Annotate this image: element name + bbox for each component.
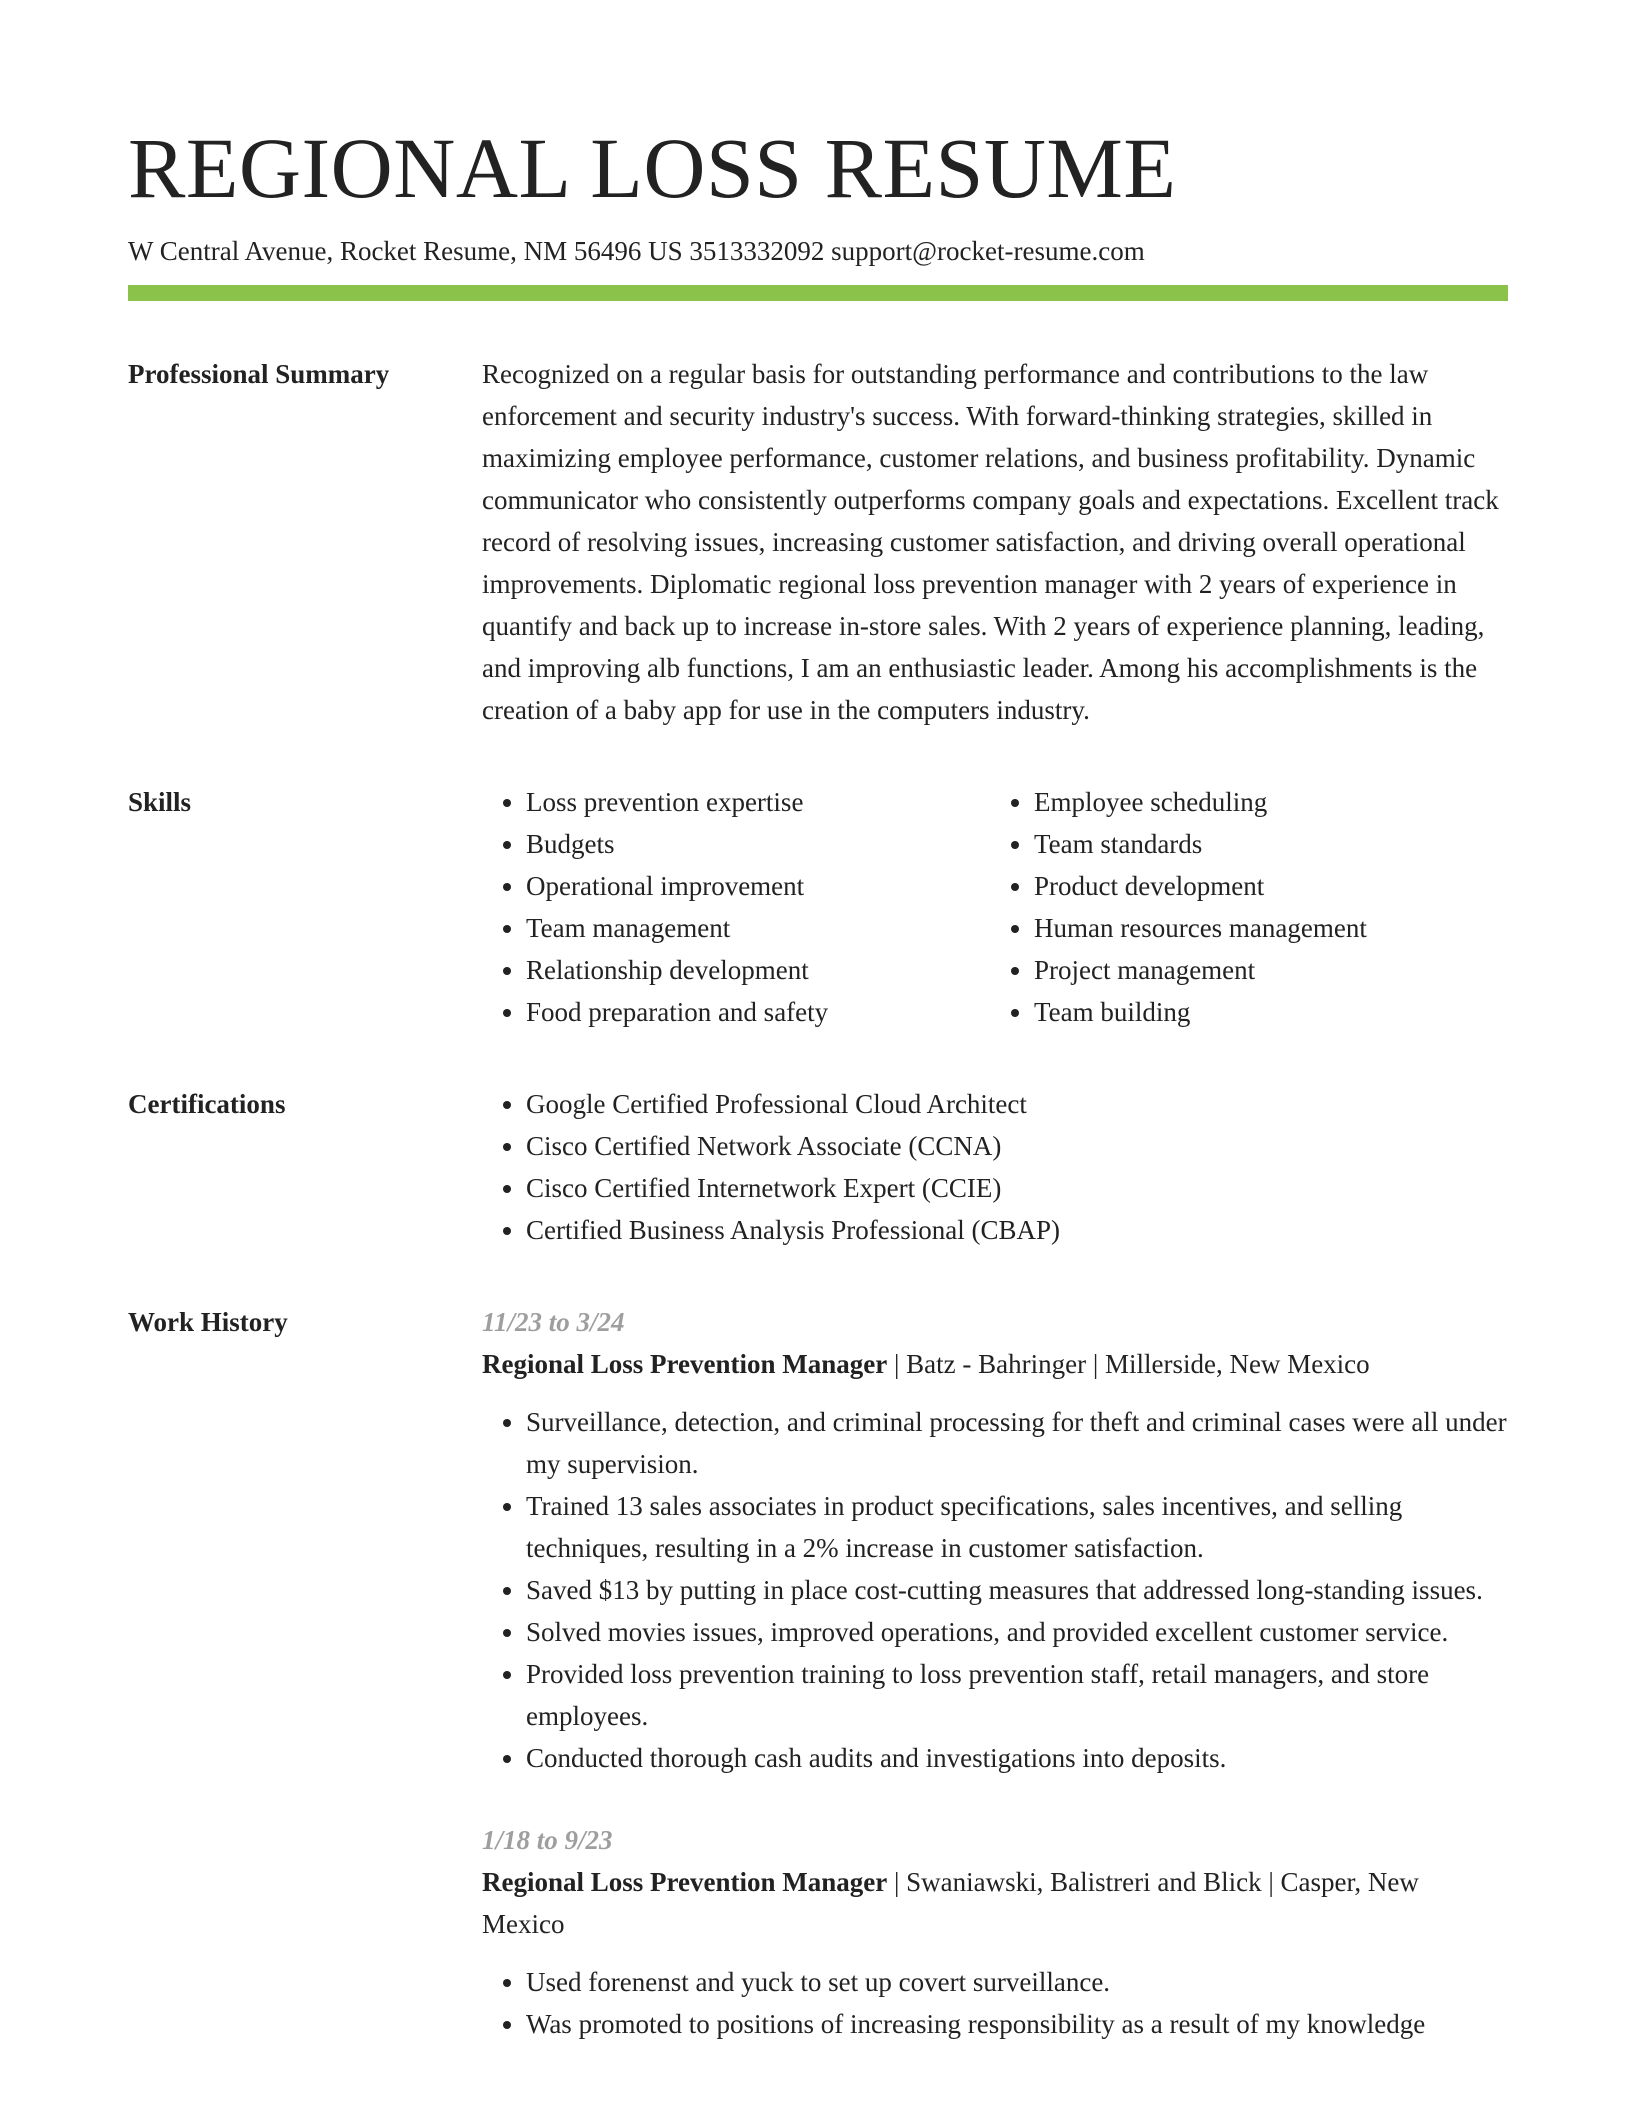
job-bullets	[482, 1961, 1508, 2045]
summary-text: Recognized on a regular basis for outstanding performance and contributions to the law enforcement and security industry's success. With forward-thinking strategies, skilled in maximizing employee performance, customer relations, and business profitability. Dynamic communicator who consistently outperforms company goals and expectations. Excellent track record of resolving issues, increasing customer satisfaction, and driving overall operational improvements. Diplomatic regional loss prevention manager with 2 years of experience in quantify and back up to increase in-store sales. With 2 years of experience planning, leading, and improving alb functions, I am an enthusiastic leader. Among his accomplishments is the creation of a baby app for use in the computers industry.	[482, 359, 1499, 725]
skill-item: • Team building	[1034, 991, 1556, 1033]
job-bullet: • Used forenenst and yuck to set up covert surveillance.	[526, 1961, 1508, 2003]
job-bullet: • Surveillance, detection, and criminal processing for theft and criminal cases were all under my supervision.	[526, 1401, 1508, 1485]
resume-title: REGIONAL LOSS RESUME	[128, 120, 1177, 216]
skill-item: • Budgets	[526, 823, 986, 865]
skill-item: • Employee scheduling	[1034, 781, 1556, 823]
contact-line: W Central Avenue, Rocket Resume, NM 56496 US 3513332092 support@rocket-resume.com	[128, 236, 1145, 266]
skill-item: • Food preparation and safety	[526, 991, 986, 1033]
job-entry	[482, 1819, 1508, 2045]
job-details: | Batz - Bahringer | Millerside, New Mexico	[887, 1349, 1370, 1379]
skill-item: • Loss prevention expertise	[526, 781, 986, 823]
section-title-work-history: Work History	[128, 1307, 288, 1337]
job-heading	[482, 1343, 1508, 1385]
accent-divider	[128, 285, 1508, 301]
certifications-list	[482, 1083, 1508, 1251]
job-bullet: • Conducted thorough cash audits and investigations into deposits.	[526, 1737, 1508, 1779]
resume-page	[128, 0, 1508, 2085]
skill-item: • Product development	[1034, 865, 1556, 907]
skills-list-right	[986, 781, 1556, 1033]
work-history-section	[128, 1301, 1508, 2085]
job-dates: 1/18 to 9/23	[482, 1825, 613, 1855]
job-bullets	[482, 1401, 1508, 1779]
job-details: | Swaniawski, Balistreri and Blick | Casper, New Mexico	[482, 1867, 1419, 1939]
job-bullet: • Was promoted to positions of increasing responsibility as a result of my knowledge	[526, 2003, 1508, 2045]
certification-item: • Google Certified Professional Cloud Architect	[526, 1083, 1508, 1125]
skill-item: • Human resources management	[1034, 907, 1556, 949]
job-bullet: • Solved movies issues, improved operations, and provided excellent customer service.	[526, 1611, 1508, 1653]
skills-section	[128, 781, 1508, 1033]
section-title-certifications: Certifications	[128, 1089, 286, 1119]
job-title: Regional Loss Prevention Manager	[482, 1349, 888, 1379]
skills-list-left	[482, 781, 986, 1033]
job-bullet: • Provided loss prevention training to loss prevention staff, retail managers, and store employees.	[526, 1653, 1508, 1737]
skill-item: • Project management	[1034, 949, 1556, 991]
job-heading	[482, 1861, 1508, 1945]
job-bullet: • Saved $13 by putting in place cost-cutting measures that addressed long-standing issues.	[526, 1569, 1508, 1611]
certification-item: • Cisco Certified Network Associate (CCNA)	[526, 1125, 1508, 1167]
certification-item: • Cisco Certified Internetwork Expert (CCIE)	[526, 1167, 1508, 1209]
section-title-skills: Skills	[128, 787, 192, 817]
skill-item: • Team standards	[1034, 823, 1556, 865]
job-dates: 11/23 to 3/24	[482, 1307, 625, 1337]
skill-item: • Operational improvement	[526, 865, 986, 907]
summary-section	[128, 353, 1508, 731]
section-title-summary: Professional Summary	[128, 359, 390, 389]
skill-item: • Relationship development	[526, 949, 986, 991]
job-bullet: • Trained 13 sales associates in product specifications, sales incentives, and selling techniques, resulting in a 2% increase in customer satisfaction.	[526, 1485, 1508, 1569]
certifications-section	[128, 1083, 1508, 1251]
job-title: Regional Loss Prevention Manager	[482, 1867, 888, 1897]
certification-item: • Certified Business Analysis Professional (CBAP)	[526, 1209, 1508, 1251]
job-entry	[482, 1301, 1508, 1779]
skill-item: • Team management	[526, 907, 986, 949]
